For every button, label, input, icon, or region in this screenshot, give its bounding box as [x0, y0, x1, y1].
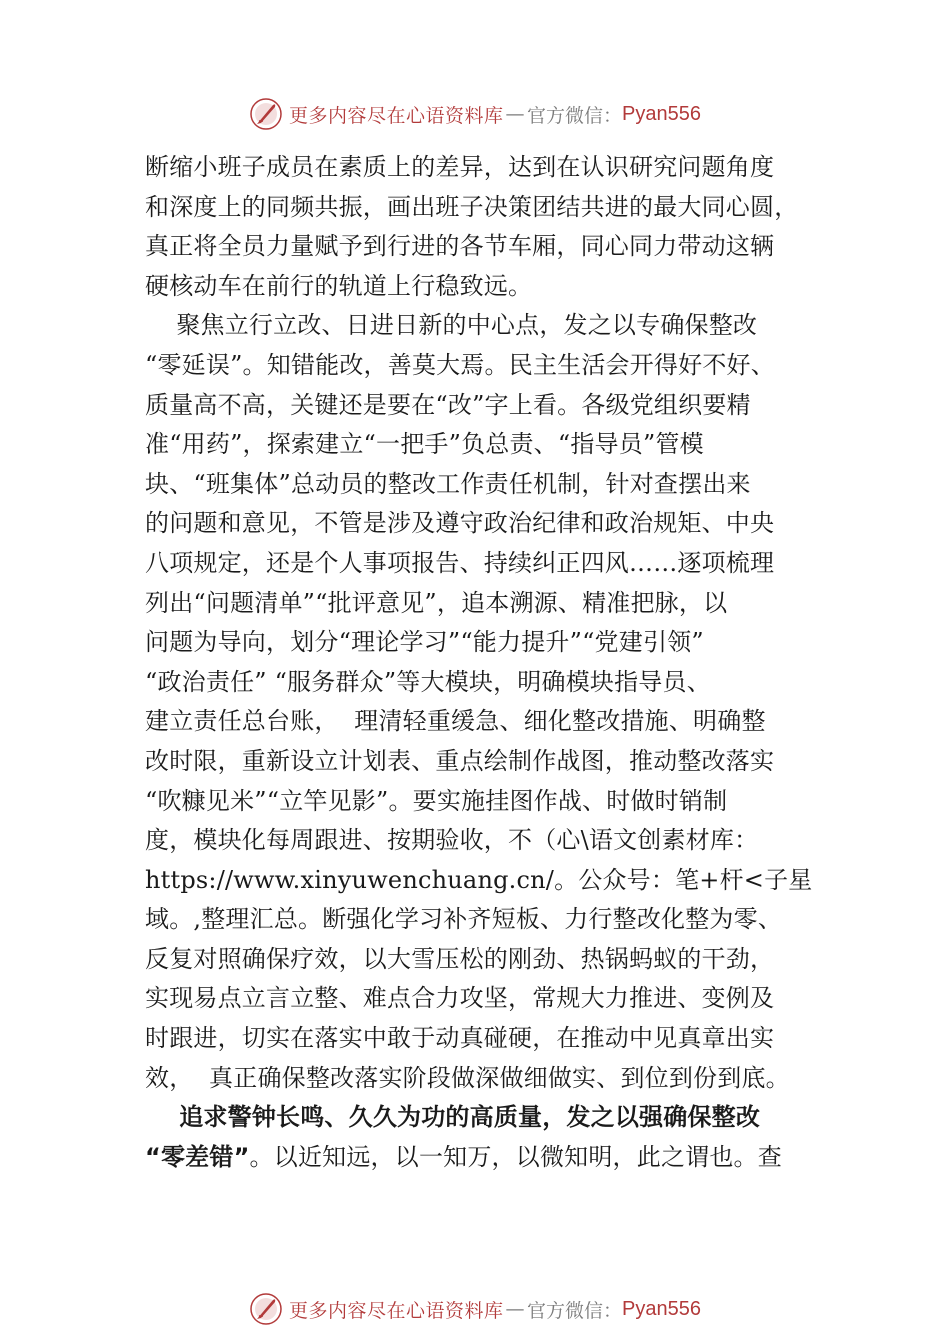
text-line: 八项规定，还是个人事项报告、持续纠正四风……逐项梳理 — [145, 548, 775, 577]
bold-heading-line: 追求警钟长鸣、久久为功的高质量，发之以强确保整改 — [145, 1103, 761, 1132]
last-line-rest: 。以近知远，以一知万，以微知明，此之谓也。查 — [249, 1142, 782, 1171]
footer-wechat-id: Pyan556 — [622, 1297, 701, 1320]
header-separator: — — [505, 103, 526, 125]
document-body — [145, 148, 825, 1177]
header-banner — [0, 94, 950, 134]
text-line: 硬核动车在前行的轨道上行稳致远。 — [145, 271, 533, 300]
text-line: 块、“班集体”总动员的整改工作责任机制，针对查摆出来 — [145, 469, 751, 498]
text-line: “吹糠见米”“立竿见影”。要实施挂图作战、时做时销制 — [145, 786, 728, 815]
text-line: 列出“问题清单”“批评意见”，追本溯源、精准把脉，以 — [145, 588, 728, 617]
header-wechat-id: Pyan556 — [622, 102, 701, 125]
bold-phrase: “零差错” — [145, 1142, 250, 1171]
text-line: 和深度上的同频共振，画出班子决策团结共进的最大同心圆， — [145, 192, 799, 221]
header-wechat-label: 官方微信： — [527, 104, 623, 127]
text-line: 效， 真正确保整改落实阶段做深做细做实、到位到份到底。 — [145, 1063, 790, 1092]
url-line: https://www.xinyuwenchuang.cn/。公众号：笔+杆<子星 — [145, 865, 813, 894]
text-line: 域。,整理汇总。断强化学习补齐短板、力行整改化整为零、 — [145, 905, 783, 934]
text-line: 反复对照确保疗效，以大雪压松的刚劲、热锅蚂蚁的干劲， — [145, 944, 775, 973]
text-line: 的问题和意见，不管是涉及遵守政治纪律和政治规矩、中央 — [145, 509, 775, 538]
text-line: 问题为导向，划分“理论学习”“能力提升”“党建引领” — [145, 628, 704, 657]
text-line: 质量高不高，关键还是要在“改”字上看。各级党组织要精 — [145, 390, 751, 419]
text-line: 真正将全员力量赋予到行进的各节车厢，同心同力带动这辆 — [145, 232, 775, 261]
text-line: 实现易点立言立整、难点合力攻坚，常规大力推进、变例及 — [145, 984, 775, 1013]
header-slogan: 更多内容尽在心语资料库 — [289, 104, 504, 127]
text-line: 断缩小班子成员在素质上的差异，达到在认识研究问题角度 — [145, 153, 775, 181]
footer-separator: — — [505, 1298, 526, 1320]
footer-slogan: 更多内容尽在心语资料库 — [289, 1299, 504, 1322]
text-line: 建立责任总台账， 理清轻重缓急、细化整改措施、明确整 — [145, 707, 766, 736]
text-line: 准“用药”，探索建立“一把手”负总责、“指导员”管模 — [145, 430, 704, 459]
quill-pen-logo-icon — [249, 97, 283, 131]
last-line — [145, 1138, 825, 1178]
text-line: 度，模块化每周跟进、按期验收，不（心\语文创素材库： — [145, 826, 759, 855]
footer-wechat-label: 官方微信： — [527, 1299, 623, 1322]
text-line: 聚焦立行立改、日进日新的中心点，发之以专确保整改 — [145, 311, 758, 340]
footer-banner — [0, 1289, 950, 1329]
quill-pen-logo-icon — [249, 1292, 283, 1326]
text-line: 时跟进，切实在落实中敢于动真碰硬，在推动中见真章出实 — [145, 1024, 775, 1053]
text-line: 改时限，重新设立计划表、重点绘制作战图，推动整改落实 — [145, 746, 775, 775]
text-line: “政治责任” “服务群众”等大模块，明确模块指导员、 — [145, 667, 711, 696]
text-line: “零延误”。知错能改，善莫大焉。民主生活会开得好不好、 — [145, 350, 775, 379]
